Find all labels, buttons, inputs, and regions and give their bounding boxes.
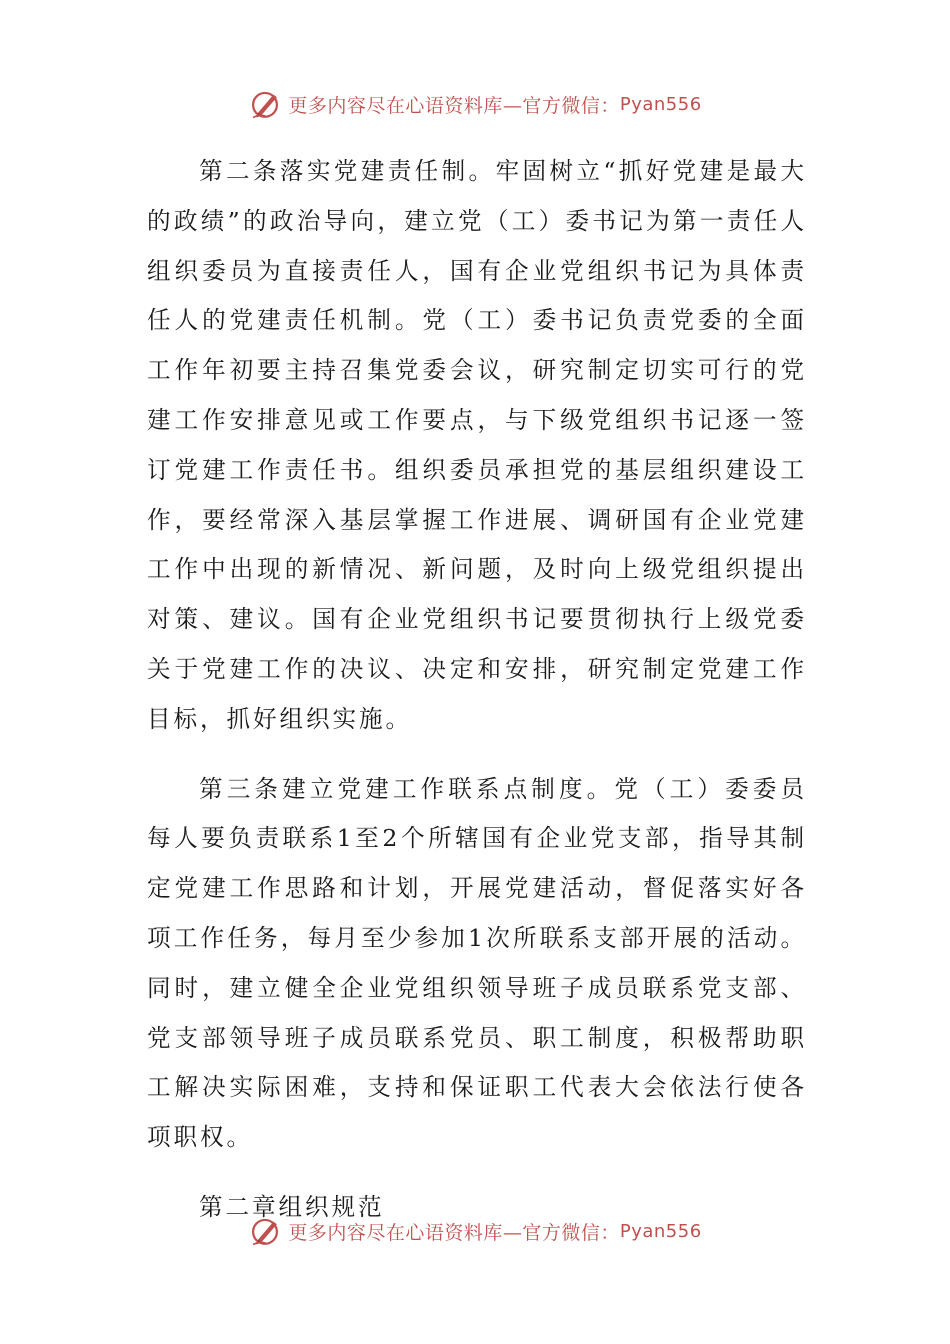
pen-circle-logo-icon [248,87,282,121]
pen-circle-logo-icon [248,1214,282,1248]
header-watermark [0,84,950,124]
document-body [147,147,807,1233]
article-3-paragraph: 第三条建立党建工作联系点制度。党（工）委委员每人要负责联系1至2个所辖国有企业党支部，指导其制定党建工作思路和计划，开展党建活动，督促落实好各项工作任务，每月至少参加1次所联系支部开展的活动。同时，建立健全企业党组织领导班子成员联系党支部、党支部领导班子成员联系党员、职工制度，积极帮助职工解决实际困难，支持和保证职工代表大会依法行使各项职权。 [147,774,807,1152]
watermark-wechat-id: Pyan556 [619,93,702,115]
watermark-text: 更多内容尽在心语资料库—官方微信： [288,1221,620,1244]
watermark-text: 更多内容尽在心语资料库—官方微信： [288,94,620,117]
watermark-wechat-id: Pyan556 [619,1220,702,1242]
chapter-heading: 第二章组织规范 [199,1192,385,1221]
footer-watermark [0,1211,950,1251]
article-2-paragraph: 第二条落实党建责任制。牢固树立“抓好党建是最大的政绩”的政治导向，建立党（工）委书记为第一责任人组织委员为直接责任人，国有企业党组织书记为具体责任人的党建责任机制。党（工）委书记负责党委的全面工作年初要主持召集党委会议，研究制定切实可行的党建工作安排意见或工作要点，与下级党组织书记逐一签订党建工作责任书。组织委员承担党的基层组织建设工作，要经常深入基层掌握工作进展、调研国有企业党建工作中出现的新情况、新问题，及时向上级党组织提出对策、建议。国有企业党组织书记要贯彻执行上级党委关于党建工作的决议、决定和安排，研究制定党建工作目标，抓好组织实施。 [147,157,807,733]
